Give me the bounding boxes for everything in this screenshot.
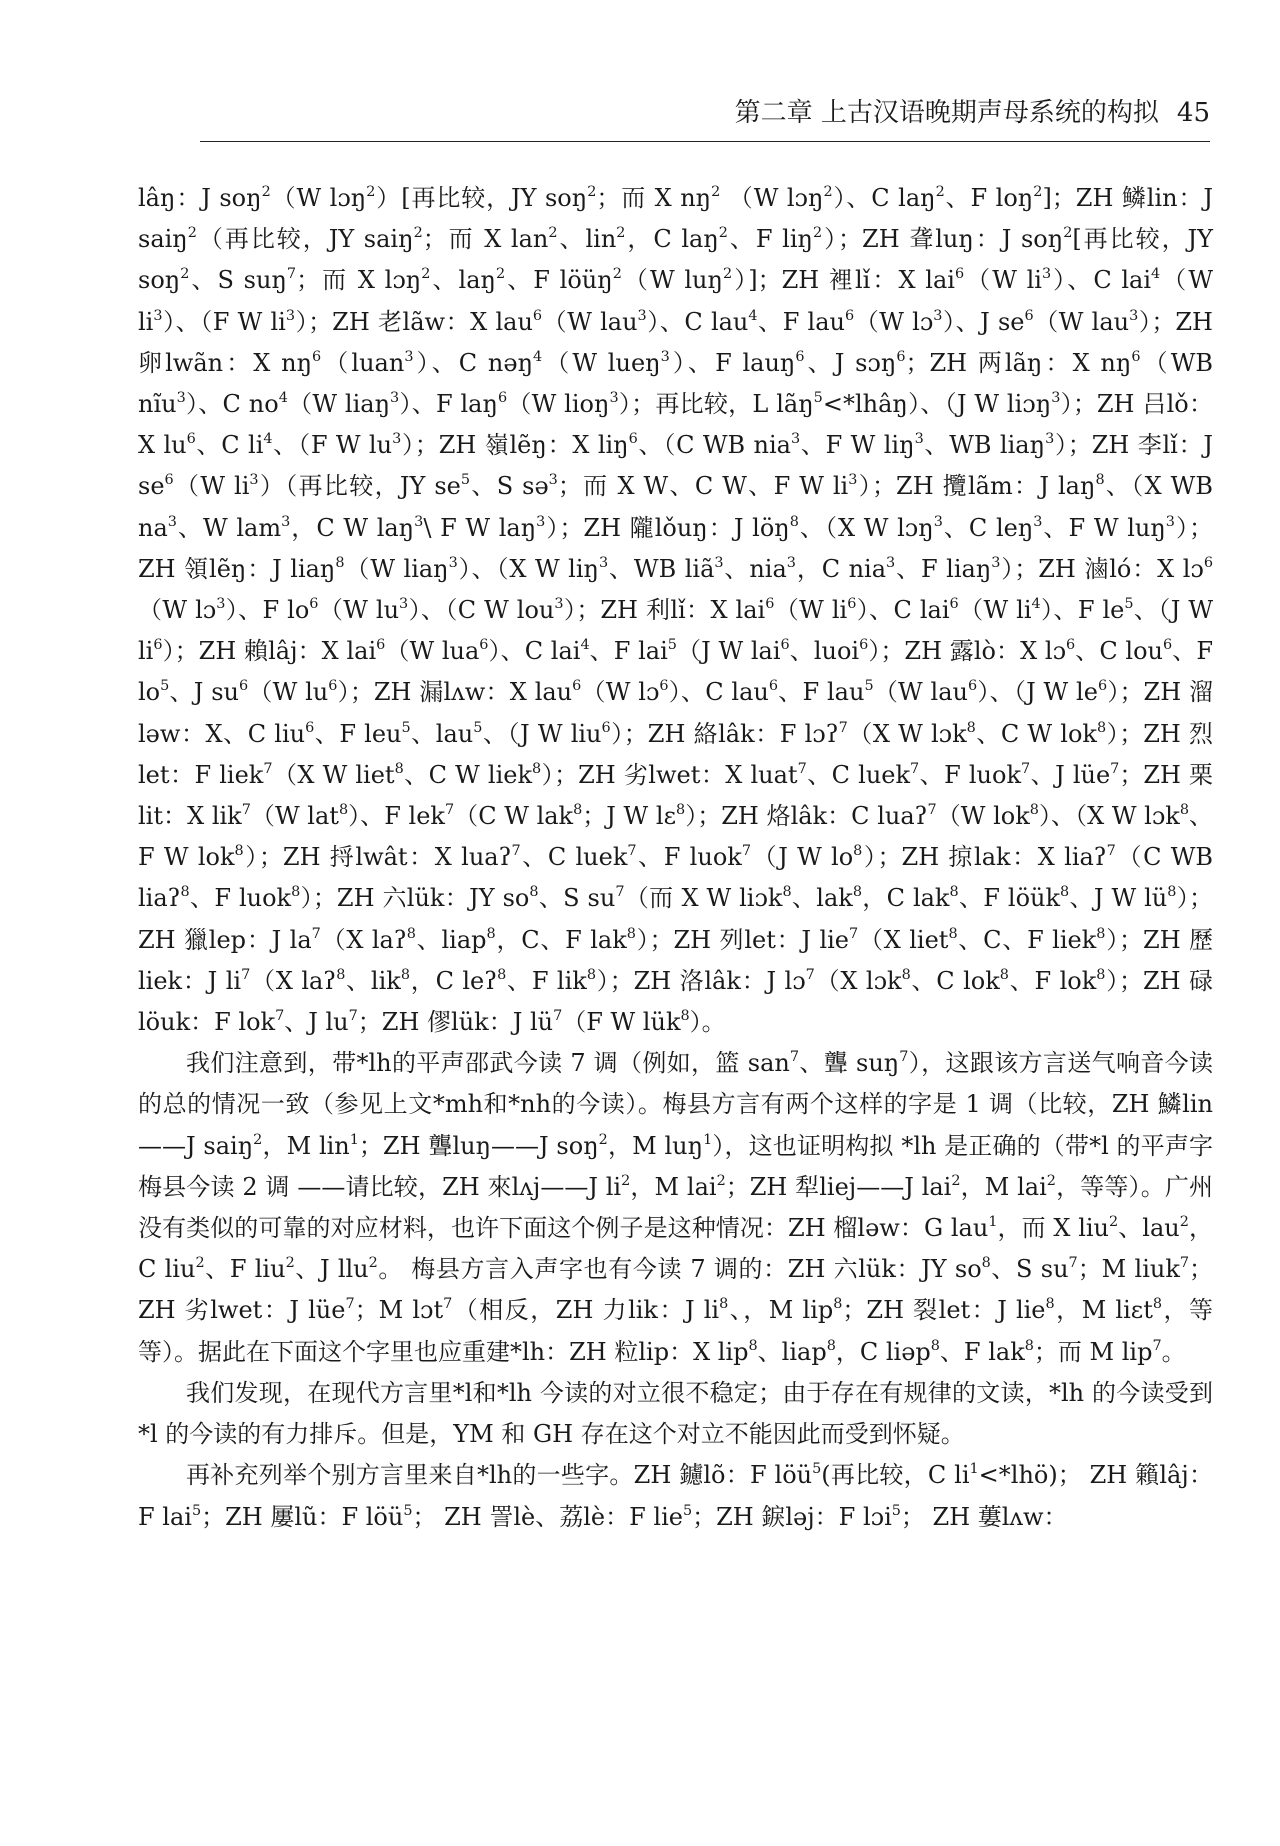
- running-header: [200, 92, 1210, 142]
- paragraph: lâŋ：J soŋ$^2$（W lɔŋ$^2$）[再比较，JY soŋ$^2$；而 X $nŋ^2$ （W lɔŋ$^2$）、C laŋ$^2$、F loŋ$^2$]；ZH 鳞lin：J saiŋ$^2$（再比较，JY saiŋ$^2$；而 X lan$^2$、lin$^2$，C laŋ$^2$、F liŋ$^2$）；ZH 聋luŋ：J soŋ$^2$[再比较，JY soŋ$^2$、S suŋ$^7$；而 X lɔŋ$^2$、laŋ$^2$、F löüŋ$^2$（W luŋ$^2$）]；ZH 裡lǐ：X lai$^6$（W $li^3$）、C lai$^4$（W $li^3$）、（F W $li^3$）；ZH 老lãw：X lau$^6$（W lau$^3$）、C lau$^4$、F lau$^6$（W lɔ$^3$）、J $se^6(W$ lau$^3$）；ZH 卵lwãn：X $nŋ^6(luan^3)$、C nəŋ$^4$（W lueŋ$^3$）、F lauŋ$^6$、J sɔŋ$^6$；ZH 两lãŋ：X $nŋ^6(WB$ nĩu$^3$）、C $no^4(W$ liaŋ$^3$）、F laŋ$^6$（W lioŋ$^3$）；再比较，L lãŋ$^5$<*lhâŋ）、（J W liɔŋ$^3$）；ZH 吕lǒ：X $lu^6$、C $li^4$、（F W $lu^3$）；ZH 嶺lẽŋ：X liŋ$^6$、（C WB nia$^3$、F W liŋ$^3$、WB liaŋ$^3$）；ZH 李lǐ：J $se^6(W$ $li^3$）（再比较，JY $se^5$、S sə$^3$；而 X W、C W、F W $li^3$）；ZH 攬lãm：J laŋ$^8$、（X WB $na^3$、W lam$^3$，C W laŋ$^3$\ F W laŋ$^3$）；ZH 隴lǒuŋ：J lӧŋ$^8$、（X W lɔŋ$^3$、C leŋ$^3$、F W luŋ$^3$）；ZH 領lẽŋ：J liaŋ$^8$（W liaŋ$^3$）、（X W liŋ$^3$、WB liã$^3$、nia$^3$，C nia$^3$、F liaŋ$^3$）；ZH 滷ló：X lɔ$^6$（W lɔ$^3$）、F $lo^6(W$ $lu^3$）、（C W lou$^3$）；ZH 利lǐ：X lai$^6$（W $li^6$）、C lai$^6$（W $li^4$）、F $le^5$、（J W $li^6$）；ZH 賴lâj：X lai$^6$（W lua$^6$）、C lai$^4$、F lai$^5$（J W lai$^6$、luoi$^6$）；ZH 露lò：X lɔ$^6$、C lou$^6$、F $lo^5$、J $su^6(W$ $lu^6$）；ZH 漏lʌw：X lau$^6$（W lɔ$^6$）、C lau$^6$、F lau$^5$（W lau$^6$）、（J W $le^6$）；ZH 溜ləw：X、C liu$^6$、F leu$^5$、lau$^5$、（J W liu$^6$）；ZH 絡lâk：F lɔʔ$^7$（X W lɔk$^8$、C W lok$^8$）；ZH 烈let：F liek$^7$（X W liet$^8$、C W liek$^8$）；ZH 劣lwet：X luat$^7$、C luek$^7$、F luok$^7$、J lüe$^7$；ZH 栗lit：X lik$^7$（W lat$^8$）、F lek$^7$（C W lak$^8$；J W lɛ$^8$）；ZH 烙lâk：C luaʔ$^7$（W lok$^8$）、（X W lɔk$^8$、F W lok$^8$）；ZH 捋lwât：X luaʔ$^7$、C luek$^7$、F luok$^7$（J W $lo^8$）；ZH 掠lak：X liaʔ$^7$（C WB liaʔ$^8$、F luok$^8$）；ZH 六lük：JY $so^8$、S $su^7$（而 X W liɔk$^8$、lak$^8$，C lak$^8$、F löük$^8$、J W $lü^8$）；ZH 獵lep：J $la^7(X$ laʔ$^8$、liap$^8$，C、F lak$^8$）；ZH 列let：J lie$^7$（X liet$^8$、C、F liek$^8$）；ZH 歷liek：J $li^7(X$ laʔ$^8$、lik$^8$，C leʔ$^8$、F lik$^8$）；ZH 洛lâk：J lɔ$^7$（X lɔk$^8$、C lok$^8$、F lok$^8$）；ZH 碌löuk：F lok$^7$、J $lu^7$；ZH 僇lük：J $lü^7(F$ W lük$^8$）。: [138, 183, 1214, 1037]
- paragraph: 我们发现，在现代方言里*l和*lh 今读的对立很不稳定；由于存在有规律的文读，*lh 的今读受到*l 的今读的有力排斥。但是，YM 和 GH 存在这个对立不能因此而受到怀疑。: [138, 1378, 1213, 1449]
- paragraph: 再补充列举个别方言里来自*lh的一些字。ZH 鑢lõ：F löü$^5$(再比较，C $li^1<*lhö$)； ZH 籟lâj：F lai$^5$；ZH 屢lũ：F löü$^5$； ZH 詈lè、荔lè：F lie$^5$；ZH 錑lǝj：F lɔi$^5$； ZH 蔞lʌw：: [138, 1461, 1214, 1531]
- chapter-title: 第二章 上古汉语晚期声母系统的构拟: [734, 98, 1159, 128]
- paragraph: 我们注意到，带*lh的平声邵武今读 7 调（例如，篮 san$^7$、聾 suŋ$^7$），这跟该方言送气响音今读的总的情况一致（参见上文*mh和*nh的今读）。梅县方言有两个这样的字是 1 调（比较，ZH 鱗lin——J saiŋ$^2$，M lin$^1$；ZH 聾luŋ——J soŋ$^2$，M luŋ$^1$），这也证明构拟 *lh 是正确的（带*l 的平声字梅县今读 2 调 ——请比较，ZH 來lʌj——J $li^2$，M lai$^2$；ZH 犁liej——J lai$^2$，M lai$^2$，等等）。广州没有类似的可靠的对应材料，也许下面这个例子是这种情况：ZH 榴ləw：G lau$^1$，而 X liu$^2$、lau$^2$，C liu$^2$、F liu$^2$、J llu$^2$。 梅县方言入声字也有今读 7 调的：ZH 六lük：JY $so^8$、S $su^7$；M liuk$^7$；ZH 劣lwet：J lüe$^7$；M lɔt$^7$（相反，ZH 力lik：J $li^8$、，M lip$^8$；ZH 裂let：J lie$^8$，M liɛt$^8$，等等）。据此在下面这个字里也应重建*lh：ZH 粒lip：X lip$^8$、liap$^8$，C liəp$^8$、F lak$^8$；而 M lip$^7$。: [138, 1049, 1214, 1366]
- page-number: 45: [1176, 98, 1210, 128]
- body-text: [138, 178, 1213, 1538]
